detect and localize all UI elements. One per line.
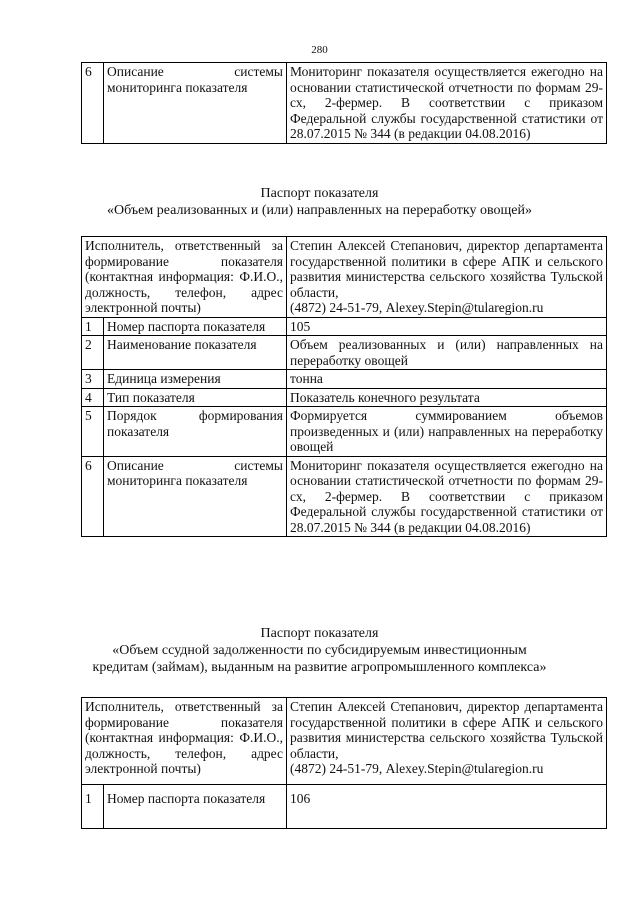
executor-contact: (4872) 24-51-79, Alexey.Stepin@tularegion.ru (290, 761, 544, 776)
executor-contact: (4872) 24-51-79, Alexey.Stepin@tularegion.ru (290, 300, 544, 315)
row-label: Номер паспорта показателя (104, 784, 287, 828)
row-value: 105 (287, 317, 607, 336)
passport-105-table (81, 236, 607, 537)
table-row (82, 698, 607, 785)
passport-title: Паспорт показателя (260, 626, 379, 641)
table-row (82, 784, 607, 828)
row-value: Показатель конечного результата (287, 388, 607, 407)
table-row (82, 63, 607, 144)
executor-value: Степин Алексей Степанович, директор департамента государственной политики в сфере АПК и сельского развития министерства сельского хозяйства Тульской области, (290, 699, 603, 761)
passport-subtitle-line-1: «Объем ссудной задолженности по субсидируемым инвестиционным (112, 643, 527, 658)
passport-subtitle-line-2: кредитам (займам), выданным на развитие агропромышленного комплекса» (92, 660, 547, 675)
table-row (82, 456, 607, 537)
row-label: Описание системы мониторинга показателя (104, 63, 287, 144)
row-label: Порядок формирования показателя (104, 407, 287, 457)
table-row (82, 336, 607, 370)
row-number: 6 (82, 63, 104, 144)
row-value: Формируется суммированием объемов произведенных и (или) направленных на переработку овощей (287, 407, 607, 457)
executor-label: Исполнитель, ответственный за формирование показателя (контактная информация: Ф.И.О., должность, телефон, адрес электронной почты) (82, 237, 287, 318)
table-row (82, 388, 607, 407)
row-label: Единица измерения (104, 370, 287, 389)
table-row (82, 237, 607, 318)
table-row (82, 407, 607, 457)
row-label: Наименование показателя (104, 336, 287, 370)
row-value: Мониторинг показателя осуществляется ежегодно на основании статистической отчетности по формам 29-сх, 2-фермер. В соответствии с приказом Федеральной службы государственной статистики от 28.07.2015 № 344 (в редакции 04.08.2016) (287, 456, 607, 537)
page-number: 280 (311, 44, 328, 56)
passport-105-heading (0, 185, 639, 219)
row-number: 3 (82, 370, 104, 389)
row-number: 1 (82, 317, 104, 336)
executor-value: Степин Алексей Степанович, директор департамента государственной политики в сфере АПК и сельского развития министерства сельского хозяйства Тульской области, (290, 238, 603, 300)
table-row (82, 317, 607, 336)
passport-subtitle: «Объем реализованных и (или) направленных на переработку овощей» (107, 203, 532, 218)
row-number: 4 (82, 388, 104, 407)
row-number: 1 (82, 784, 104, 828)
row-value: 106 (287, 784, 607, 828)
continuation-table (81, 62, 607, 144)
row-value: Мониторинг показателя осуществляется ежегодно на основании статистической отчетности по формам 29-сх, 2-фермер. В соответствии с приказом Федеральной службы государственной статистики от 28.07.2015 № 344 (в редакции 04.08.2016) (287, 63, 607, 144)
passport-title: Паспорт показателя (260, 186, 379, 201)
row-label: Номер паспорта показателя (104, 317, 287, 336)
row-value: тонна (287, 370, 607, 389)
table-row (82, 370, 607, 389)
executor-cell (287, 698, 607, 785)
passport-106-table (81, 697, 607, 829)
row-number: 5 (82, 407, 104, 457)
row-label: Описание системы мониторинга показателя (104, 456, 287, 537)
passport-106-heading (0, 625, 639, 676)
row-value: Объем реализованных и (или) направленных на переработку овощей (287, 336, 607, 370)
row-number: 6 (82, 456, 104, 537)
executor-cell (287, 237, 607, 318)
row-label: Тип показателя (104, 388, 287, 407)
executor-label: Исполнитель, ответственный за формирование показателя (контактная информация: Ф.И.О., должность, телефон, адрес электронной почты) (82, 698, 287, 785)
row-number: 2 (82, 336, 104, 370)
